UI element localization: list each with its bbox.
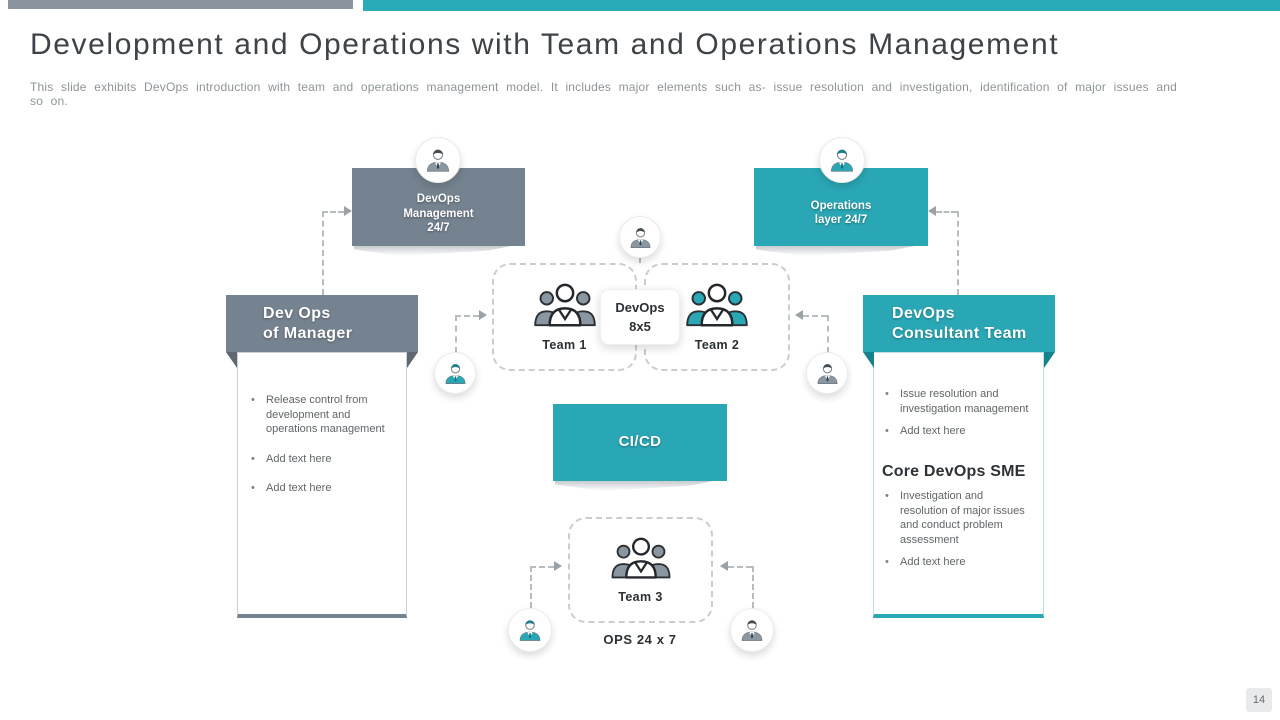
operations-layer-label-line1: Operations	[810, 199, 872, 212]
core-devops-sme-bullet-list	[882, 489, 1033, 570]
connector-bottomright-to-team3-vertical	[752, 566, 754, 608]
page-subtitle: This slide exhibits DevOps introduction with team and operations management model. It includes major elements such as- issue resolution and investigation, identification of major issues and so on.	[30, 80, 1177, 108]
consultant-panel-title-line2: Consultant Team	[892, 324, 1027, 342]
team3-left-person-icon	[508, 608, 552, 652]
cicd-box	[553, 404, 727, 481]
arrowhead-into-devops-management	[344, 206, 352, 216]
manager-panel-bullet: • Add text here	[248, 452, 394, 467]
arrowhead-into-team2	[795, 310, 803, 320]
ops-24x7-caption: OPS 24 x 7	[603, 632, 677, 647]
team3-box	[568, 517, 713, 623]
cicd-label: CI/CD	[618, 433, 662, 451]
devops-management-label-line3: 24/7	[427, 222, 450, 235]
manager-panel-fold-left	[226, 352, 237, 368]
manager-panel-title-line1: Dev Ops	[263, 304, 331, 322]
core-devops-sme-bullet: • Add text here	[882, 555, 1033, 570]
connector-consultant-to-operations-vertical	[957, 211, 959, 295]
arrowhead-into-team1	[479, 310, 487, 320]
consultant-panel-bullet-list	[882, 387, 1033, 439]
connector-rightperson-to-team2-horizontal	[803, 315, 827, 317]
team1-group-icon	[533, 282, 597, 330]
consultant-panel-bullet: • Issue resolution and investigation management	[882, 387, 1033, 416]
team2-group-icon	[685, 282, 749, 330]
consultant-panel-fold-right	[1044, 352, 1055, 368]
manager-panel-bullet-list	[248, 393, 394, 496]
operations-layer-label-line2: layer 24/7	[814, 214, 868, 226]
connector-leftperson-to-team1-horizontal	[455, 315, 479, 317]
manager-panel-bullet: • Release control from development and operations management	[248, 393, 394, 437]
page-number-badge	[1246, 688, 1272, 712]
team1-label: Team 1	[542, 338, 587, 352]
team3-right-person-icon	[730, 608, 774, 652]
team3-group-icon	[610, 536, 672, 582]
manager-panel-bullet: • Add text here	[248, 481, 394, 496]
arrowhead-into-team3-right	[720, 561, 728, 571]
consultant-panel-title-line1: DevOps	[892, 304, 955, 322]
devops-8x5-line1: DevOps	[615, 299, 665, 315]
operations-layer-person-icon	[819, 137, 865, 183]
devops-management-label-line2: Management	[403, 207, 474, 220]
team1-person-icon	[434, 352, 476, 394]
manager-panel-header	[226, 295, 418, 352]
connector-rightperson-to-team2-vertical	[827, 315, 829, 353]
team2-person-icon	[806, 352, 848, 394]
core-devops-sme-heading: Core DevOps SME	[882, 462, 1026, 480]
team3-label: Team 3	[618, 590, 663, 604]
connector-bottomright-to-team3-horizontal	[728, 566, 752, 568]
core-devops-sme-bullet: • Investigation and resolution of major issues and conduct problem assessment	[882, 489, 1033, 547]
devops-management-person-icon	[415, 137, 461, 183]
connector-manager-to-mgmt-vertical	[322, 211, 324, 295]
manager-panel-fold-right	[407, 352, 418, 368]
top-accent-bar-gray	[8, 0, 353, 9]
top-accent-bar-teal	[363, 0, 1280, 11]
arrowhead-into-operations-layer	[928, 206, 936, 216]
page-title: Development and Operations with Team and Operations Management	[30, 28, 1060, 61]
connector-leftperson-to-team1-vertical	[455, 315, 457, 353]
consultant-panel-body	[873, 352, 1044, 618]
connector-manager-to-mgmt-horizontal	[322, 211, 344, 213]
connector-bottomleft-to-team3-horizontal	[530, 566, 554, 568]
center-person-icon	[619, 216, 661, 258]
connector-bottomleft-to-team3-vertical	[530, 566, 532, 608]
manager-panel-body	[237, 352, 407, 618]
page-number: 14	[1252, 694, 1266, 706]
devops-management-label-line1: DevOps	[416, 193, 461, 206]
consultant-panel-bullet: • Add text here	[882, 424, 1033, 439]
devops-8x5-line2: 8x5	[629, 319, 651, 334]
team2-label: Team 2	[694, 338, 740, 352]
manager-panel-title-line2: of Manager	[263, 324, 353, 342]
consultant-panel-header	[863, 295, 1055, 352]
connector-consultant-to-operations-horizontal	[936, 211, 957, 213]
devops-8x5-card	[600, 289, 680, 345]
arrowhead-into-team3-left	[554, 561, 562, 571]
